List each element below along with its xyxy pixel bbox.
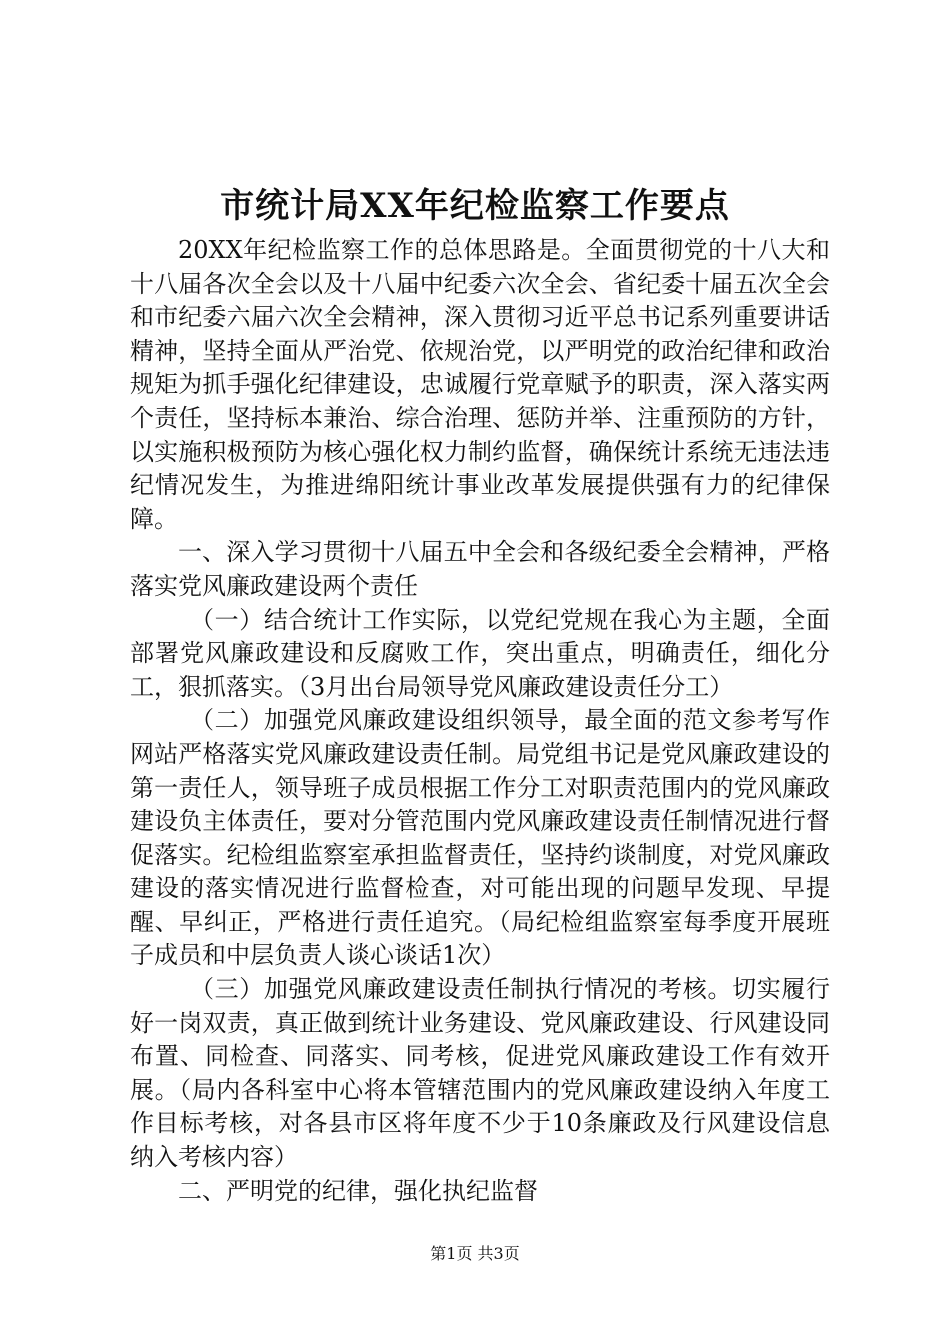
paragraph-section-1-heading: 一、深入学习贯彻十八届五中全会和各级纪委全会精神，严格落实党风廉政建设两个责任 — [130, 538, 830, 600]
document-body — [130, 234, 830, 1208]
page-number-footer: 第1页 共3页 — [430, 1244, 520, 1263]
paragraph-item-1: （一）结合统计工作实际，以党纪党规在我心为主题，全面部署党风廉政建设和反腐败工作，突出重点，明确责任，细化分工，狠抓落实。（3月出台局领导党风廉政建设责任分工） — [130, 605, 830, 701]
paragraph-overview: 20XX年纪检监察工作的总体思路是。全面贯彻党的十八大和十八届各次全会以及十八届中纪委六次全会、省纪委十届五次全会和市纪委六届六次全会精神，深入贯彻习近平总书记系列重要讲话精神，坚持全面从严治党、依规治党，以严明党的政治纪律和政治规矩为抓手强化纪律建设，忠诚履行党章赋予的职责，深入落实两个责任，坚持标本兼治、综合治理、惩防并举、注重预防的方针，以实施积极预防为核心强化权力制约监督，确保统计系统无违法违纪情况发生，为推进绵阳统计事业改革发展提供强有力的纪律保障。 — [130, 236, 830, 533]
paragraph-item-2: （二）加强党风廉政建设组织领导，最全面的范文参考写作网站严格落实党风廉政建设责任制。局党组书记是党风廉政建设的第一责任人，领导班子成员根据工作分工对职责范围内的党风廉政建设负主体责任，要对分管范围内党风廉政建设责任制情况进行督促落实。纪检组监察室承担监督责任，坚持约谈制度，对党风廉政建设的落实情况进行监督检查，对可能出现的问题早发现、早提醒、早纠正，严格进行责任追究。（局纪检组监察室每季度开展班子成员和中层负责人谈心谈话1次） — [130, 706, 830, 970]
paragraph-section-2-heading: 二、严明党的纪律，强化执纪监督 — [178, 1176, 538, 1205]
document-title: 市统计局XX年纪检监察工作要点 — [220, 186, 730, 226]
paragraph-item-3: （三）加强党风廉政建设责任制执行情况的考核。切实履行好一岗双责，真正做到统计业务建设、党风廉政建设、行风建设同布置、同检查、同落实、同考核，促进党风廉政建设工作有效开展。（局内各科室中心将本管辖范围内的党风廉政建设纳入年度工作目标考核，对各县市区将年度不少于10条廉政及行风建设信息纳入考核内容） — [130, 975, 830, 1172]
